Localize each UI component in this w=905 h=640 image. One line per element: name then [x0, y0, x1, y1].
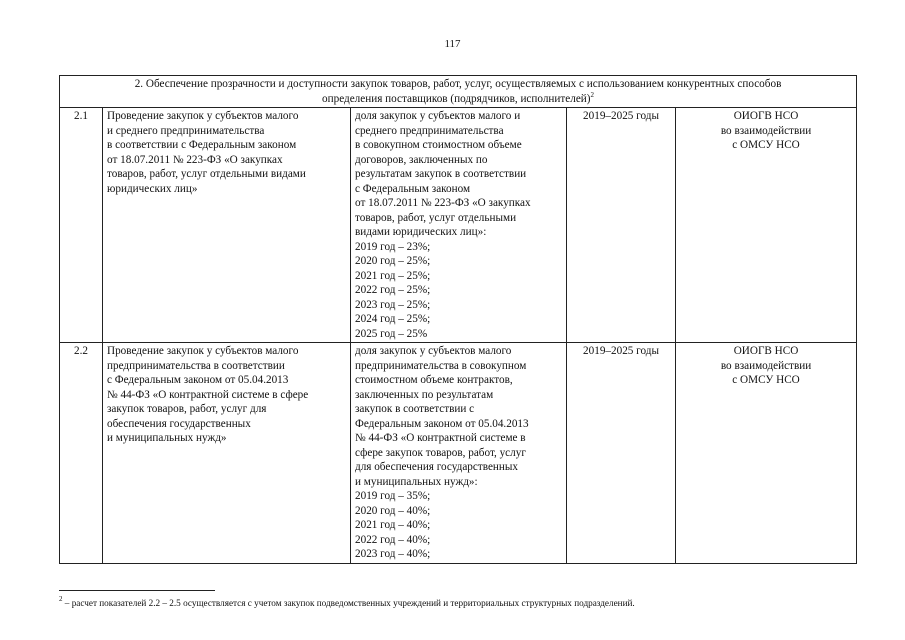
text-line: Проведение закупок у субъектов малого — [107, 345, 299, 357]
indicator-cell — [351, 108, 567, 343]
section-title-line1: 2. Обеспечение прозрачности и доступности закупок товаров, работ, услуг, осуществляемых с использованием конкурентных способов — [134, 78, 782, 90]
measure-text — [107, 344, 346, 446]
indicator-text — [355, 109, 562, 341]
text-line: юридических лиц» — [107, 182, 198, 195]
text-line: доля закупок у субъектов малого — [355, 345, 512, 357]
responsible-cell — [676, 343, 857, 564]
text-line: обеспечения государственных — [107, 417, 251, 430]
text-line: доля закупок у субъектов малого и — [355, 110, 521, 122]
text-line: во взаимодействии — [720, 359, 812, 372]
text-line: с ОМСУ НСО — [732, 374, 800, 386]
text-line: от 18.07.2011 № 223-ФЗ «О закупках — [355, 197, 531, 209]
text-line: 2020 год – 25%; — [355, 255, 431, 267]
page-number: 117 — [444, 38, 461, 50]
footnote — [59, 595, 635, 608]
text-line: 2023 год – 40%; — [355, 548, 431, 560]
measure-cell — [103, 343, 351, 564]
footnote-mark: 2 — [59, 595, 63, 603]
text-line: для обеспечения государственных — [355, 461, 519, 473]
text-line: 2023 год – 25%; — [355, 298, 431, 311]
period-cell: 2019–2025 годы — [567, 343, 676, 564]
text-line: договоров, заключенных по — [355, 153, 488, 166]
text-line: стоимостном объеме контрактов, — [355, 374, 513, 386]
row-number: 2.1 — [60, 108, 103, 343]
footnote-separator — [59, 590, 215, 591]
text-line: результатам закупок в соответствии — [355, 168, 527, 180]
text-line: закупок в соответствии с — [355, 403, 475, 415]
responsible-cell — [676, 108, 857, 343]
text-line: и среднего предпринимательства — [107, 124, 265, 137]
text-line: в соответствии с Федеральным законом — [107, 139, 297, 151]
table-row — [60, 108, 857, 343]
responsible-text — [680, 109, 852, 153]
footnote-ref: 2 — [590, 90, 595, 99]
indicator-text — [355, 344, 562, 562]
text-line: 2019 год – 23%; — [355, 240, 431, 253]
text-line: 2021 год – 40%; — [355, 519, 431, 531]
indicator-cell — [351, 343, 567, 564]
text-line: от 18.07.2011 № 223-ФЗ «О закупках — [107, 153, 283, 166]
text-line: во взаимодействии — [720, 124, 812, 137]
text-line: предпринимательства в соответствии — [107, 359, 285, 372]
text-line: с Федеральным законом — [355, 182, 471, 195]
text-line: сфере закупок товаров, работ, услуг — [355, 446, 526, 459]
text-line: среднего предпринимательства — [355, 124, 504, 137]
text-line: 2020 год – 40%; — [355, 504, 431, 517]
text-line: 2021 год – 25%; — [355, 269, 431, 282]
text-line: видами юридических лиц»: — [355, 226, 487, 238]
measure-text — [107, 109, 346, 196]
text-line: Проведение закупок у субъектов малого — [107, 110, 299, 122]
text-line: товаров, работ, услуг отдельными — [355, 211, 517, 224]
table-row — [60, 343, 857, 564]
row-number: 2.2 — [60, 343, 103, 564]
measures-table — [59, 75, 857, 564]
text-line: 2025 год – 25% — [355, 327, 428, 340]
text-line: с ОМСУ НСО — [732, 139, 800, 151]
text-line: товаров, работ, услуг отдельными видами — [107, 168, 306, 180]
text-line: № 44-ФЗ «О контрактной системе в — [355, 432, 526, 444]
text-line: с Федеральным законом от 05.04.2013 — [107, 374, 289, 386]
text-line: 2024 год – 25%; — [355, 313, 431, 325]
text-line: № 44-ФЗ «О контрактной системе в сфере — [107, 388, 309, 401]
text-line: закупок товаров, работ, услуг для — [107, 403, 267, 415]
period-cell: 2019–2025 годы — [567, 108, 676, 343]
text-line: и муниципальных нужд»: — [355, 475, 478, 488]
text-line: в совокупном стоимостном объеме — [355, 139, 522, 151]
text-line: 2019 год – 35%; — [355, 490, 431, 502]
responsible-text — [680, 344, 852, 388]
section-header-row — [60, 76, 857, 108]
text-line: Федеральным законом от 05.04.2013 — [355, 417, 529, 430]
measure-cell — [103, 108, 351, 343]
section-title-line2: определения поставщиков (подрядчиков, исполнителей) — [322, 92, 591, 105]
text-line: 2022 год – 25%; — [355, 284, 431, 296]
section-title — [60, 76, 857, 108]
text-line: заключенных по результатам — [355, 388, 494, 401]
text-line: ОИОГВ НСО — [733, 345, 799, 357]
footnote-text: – расчет показателей 2.2 – 2.5 осуществляется с учетом закупок подведомственных учреждений и территориальных структурных подразделений. — [62, 598, 635, 608]
text-line: 2022 год – 40%; — [355, 533, 431, 546]
text-line: ОИОГВ НСО — [733, 110, 799, 122]
text-line: и муниципальных нужд» — [107, 432, 227, 444]
text-line: предпринимательства в совокупном — [355, 359, 527, 372]
